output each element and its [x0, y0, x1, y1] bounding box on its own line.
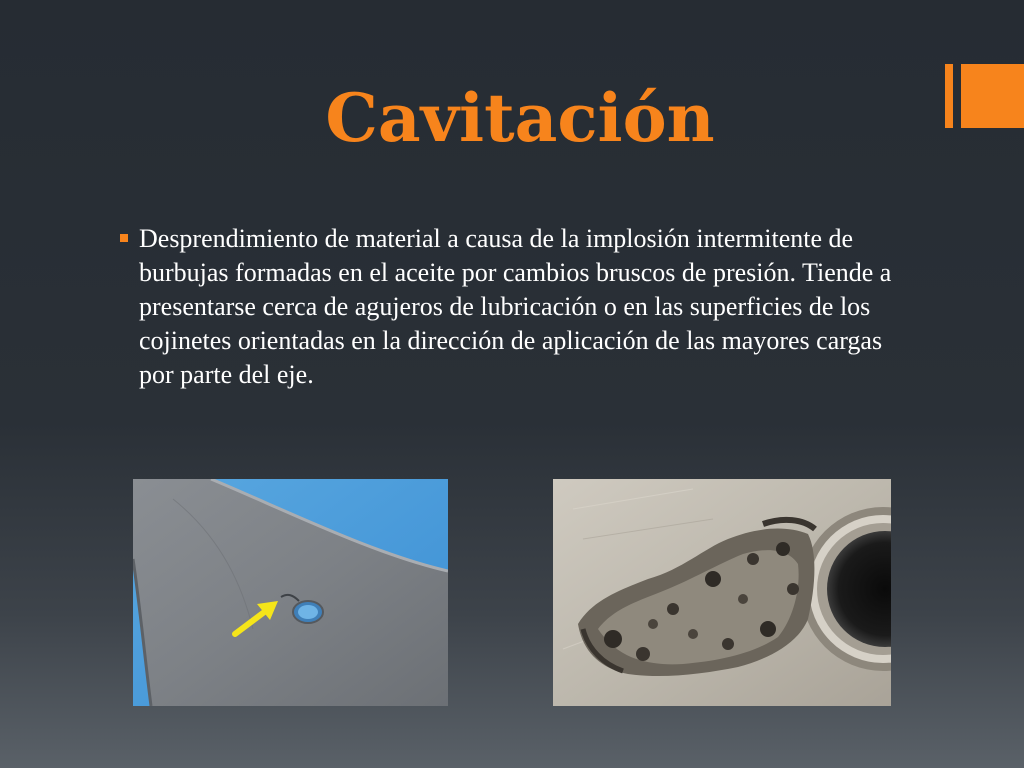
cavitation-damage-photo: [553, 479, 891, 706]
bullet-item: [118, 222, 918, 392]
slide-body: [118, 222, 918, 392]
square-bullet-icon: [120, 234, 128, 242]
accent-bar-thin: [945, 64, 953, 128]
accent-bar-thick: [961, 64, 1024, 128]
bearing-shell-image: [133, 479, 448, 706]
slide-title: Cavitación: [325, 79, 715, 157]
bearing-shell-photo: [133, 479, 448, 706]
cavitation-damage-image: [553, 479, 891, 706]
bullet-text: Desprendimiento de material a causa de la implosión intermitente de burbujas formadas en el aceite por cambios bruscos de presión. Tiende a presentarse cerca de agujeros de lubricación o en las superficies de los cojinetes orientadas en la dirección de aplicación de las mayores cargas por parte del eje.: [139, 224, 892, 389]
